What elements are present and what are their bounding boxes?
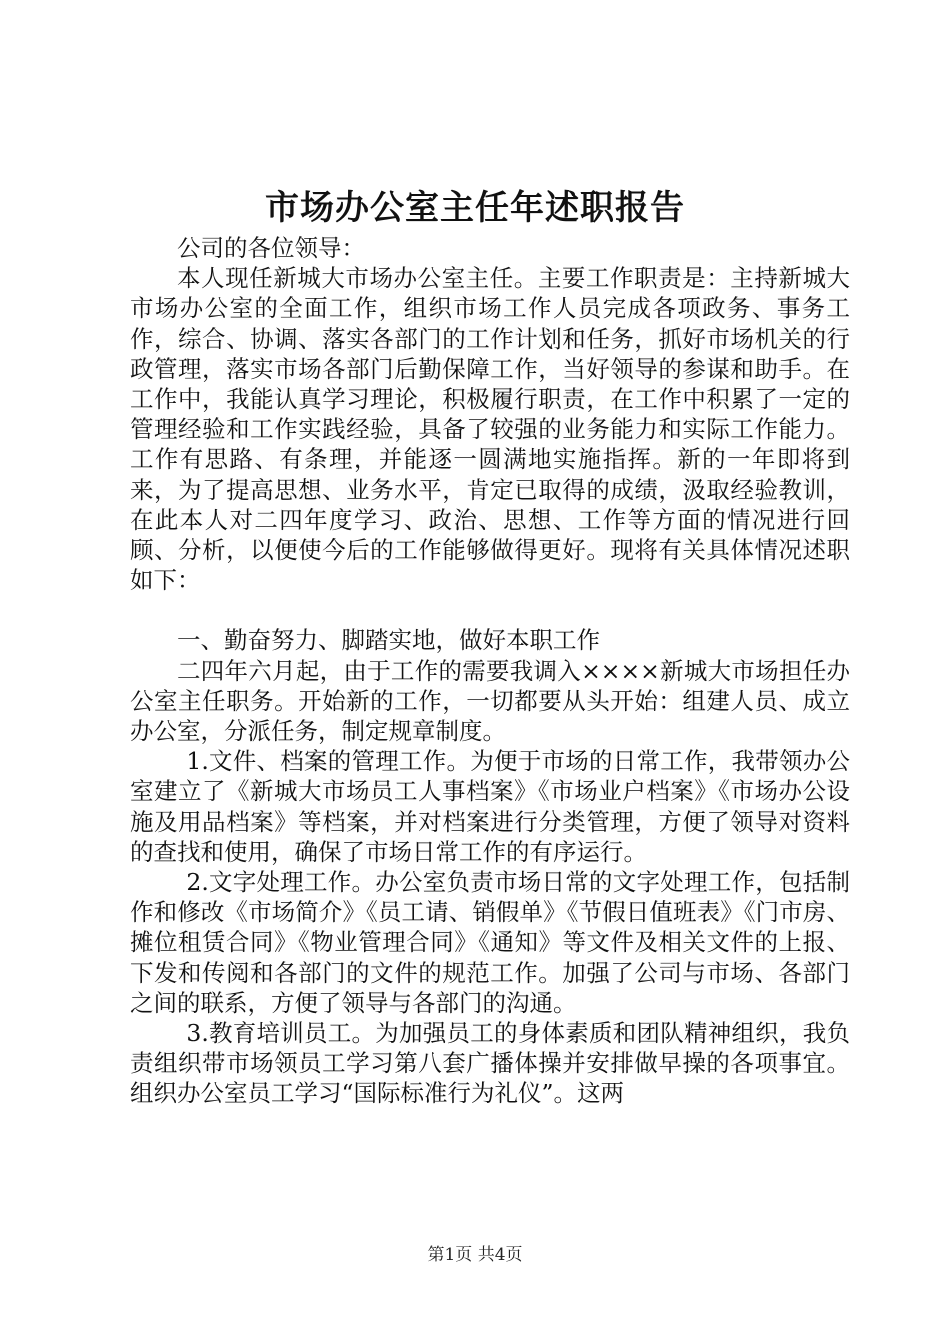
page-footer: 第1页 共4页 — [427, 1245, 523, 1265]
list-item-text-processing: 2.文字处理工作。办公室负责市场日常的文字处理工作，包括制作和修改《市场简介》《员工请、销假单》《节假日值班表》《门市房、摊位租赁合同》《物业管理合同》《通知》等文件及相关文件的上报、下发和传阅和各部门的文件的规范工作。加强了公司与市场、各部门之间的联系，方便了领导与各部门的沟通。 — [130, 868, 850, 1017]
document-body — [130, 233, 850, 1109]
paragraph-gap — [130, 595, 850, 625]
intro-paragraph: 本人现任新城大市场办公室主任。主要工作职责是：主持新城大市场办公室的全面工作，组织市场工作人员完成各项政务、事务工作，综合、协调、落实各部门的工作计划和任务，抓好市场机关的行政管理，落实市场各部门后勤保障工作，当好领导的参谋和助手。在工作中，我能认真学习理论，积极履行职责，在工作中积累了一定的管理经验和工作实践经验，具备了较强的业务能力和实际工作能力。工作有思路、有条理，并能逐一圆满地实施指挥。新的一年即将到来，为了提高思想、业务水平，肯定已取得的成绩，汲取经验教训，在此本人对二四年度学习、政治、思想、工作等方面的情况进行回顾、分析，以便使今后的工作能够做得更好。现将有关具体情况述职如下： — [130, 264, 850, 595]
section-intro-paragraph: 二四年六月起，由于工作的需要我调入××××新城大市场担任办公室主任职务。开始新的工作，一切都要从头开始：组建人员、成立办公室，分派任务，制定规章制度。 — [130, 656, 850, 746]
list-item-training: 3.教育培训员工。为加强员工的身体素质和团队精神组织，我负责组织带市场领员工学习第八套广播体操并安排做早操的各项事宜。组织办公室员工学习“国际标准行为礼仪”。这两 — [130, 1019, 850, 1108]
section-heading: 一、勤奋努力、脚踏实地，做好本职工作 — [177, 626, 600, 655]
salutation: 公司的各位领导： — [177, 234, 365, 262]
document-title: 市场办公室主任年述职报告 — [265, 188, 685, 228]
list-item-archives: 1.文件、档案的管理工作。为便于市场的日常工作，我带领办公室建立了《新城大市场员工人事档案》《市场业户档案》《市场办公设施及用品档案》等档案，并对档案进行分类管理，方便了领导对资料的查找和使用，确保了市场日常工作的有序运行。 — [130, 747, 850, 866]
